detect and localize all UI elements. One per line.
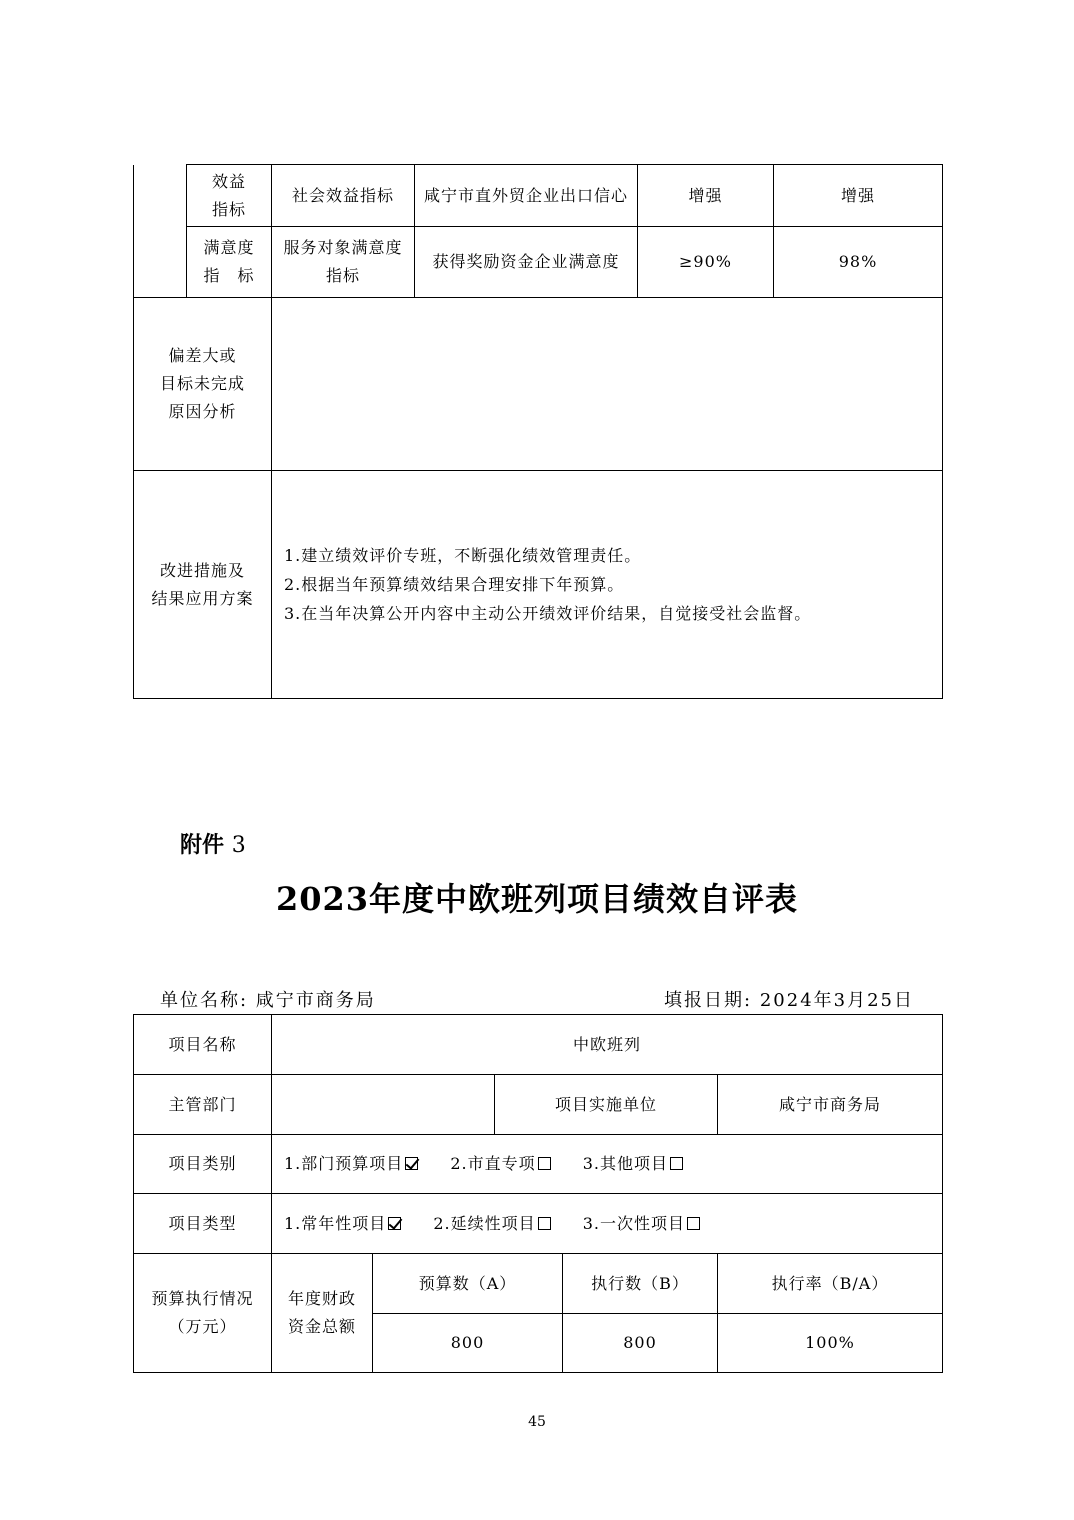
satisfaction-indicator-row [134,227,943,298]
department-value [272,1075,495,1135]
deviation-row [134,298,943,471]
document-title: 2023年度中欧班列项目绩效自评表 [275,880,799,918]
indicator-level2-cell: 效益 指标 [187,165,272,227]
attachment-label-text: 附件 [180,833,225,858]
indicator-content-cell: 咸宁市直外贸企业出口信心 [415,165,638,227]
deviation-label-cell: 偏差大或 目标未完成 原因分析 [134,298,272,471]
evaluation-table-continued [133,164,943,699]
implementing-unit-label: 项目实施单位 [495,1075,718,1135]
project-category-label: 项目类别 [134,1135,272,1194]
actual-value-cell: 98% [774,227,943,298]
project-category-options [272,1135,943,1194]
page-number: 45 [528,1414,546,1430]
budget-value-a: 800 [373,1314,563,1373]
fill-date-line: 填报日期: 2024年3月25日 [664,990,914,1011]
indicator-level2-cell: 满意度 指 标 [187,227,272,298]
project-name-row [134,1015,943,1075]
project-name-label: 项目名称 [134,1015,272,1075]
checkbox-icon[interactable] [687,1217,700,1230]
annual-fund-label: 年度财政 资金总额 [272,1254,373,1373]
budget-header-a: 预算数（A） [373,1254,563,1314]
blank-cell [134,165,187,298]
unit-name-line: 单位名称: 咸宁市商务局 [160,990,376,1011]
budget-execution-label: 预算执行情况 （万元） [134,1254,272,1373]
deviation-value-cell [272,298,943,471]
project-evaluation-table [133,1014,943,1373]
project-type-options [272,1194,943,1254]
target-value-cell: ≥90% [638,227,774,298]
project-type-label: 项目类型 [134,1194,272,1254]
improvement-row [134,471,943,699]
project-type-row [134,1194,943,1254]
checkbox-icon[interactable] [405,1157,418,1170]
attachment-label [180,828,246,859]
project-name-value: 中欧班列 [272,1015,943,1075]
actual-value-cell: 增强 [774,165,943,227]
department-row [134,1075,943,1135]
implementing-unit-value: 咸宁市商务局 [718,1075,943,1135]
checkbox-icon[interactable] [388,1217,401,1230]
improvement-label-cell: 改进措施及 结果应用方案 [134,471,272,699]
project-category-row [134,1135,943,1194]
benefit-indicator-row [134,165,943,227]
indicator-level3-cell: 社会效益指标 [272,165,415,227]
budget-value-b: 800 [563,1314,718,1373]
category-option: 1.部门预算项目 [284,1150,418,1178]
improvement-item: 1.建立绩效评价专班，不断强化绩效管理责任。 [284,546,642,565]
checkbox-icon[interactable] [538,1157,551,1170]
type-option: 1.常年性项目 [284,1210,401,1238]
improvement-measures-cell [272,471,943,699]
checkbox-icon[interactable] [538,1217,551,1230]
improvement-item: 3.在当年决算公开内容中主动公开绩效评价结果，自觉接受社会监督。 [284,604,812,623]
indicator-level3-cell: 服务对象满意度指标 [272,227,415,298]
budget-header-rate: 执行率（B/A） [718,1254,943,1314]
checkbox-icon[interactable] [670,1157,683,1170]
improvement-item: 2.根据当年预算绩效结果合理安排下年预算。 [284,575,625,594]
attachment-number: 3 [231,833,246,858]
indicator-content-cell: 获得奖励资金企业满意度 [415,227,638,298]
department-label: 主管部门 [134,1075,272,1135]
type-option: 2.延续性项目 [433,1210,550,1238]
budget-value-rate: 100% [718,1314,943,1373]
type-option: 3.一次性项目 [583,1210,700,1238]
budget-header-b: 执行数（B） [563,1254,718,1314]
category-option: 3.其他项目 [583,1150,683,1178]
category-option: 2.市直专项 [450,1150,550,1178]
target-value-cell: 增强 [638,165,774,227]
budget-header-row [134,1254,943,1314]
